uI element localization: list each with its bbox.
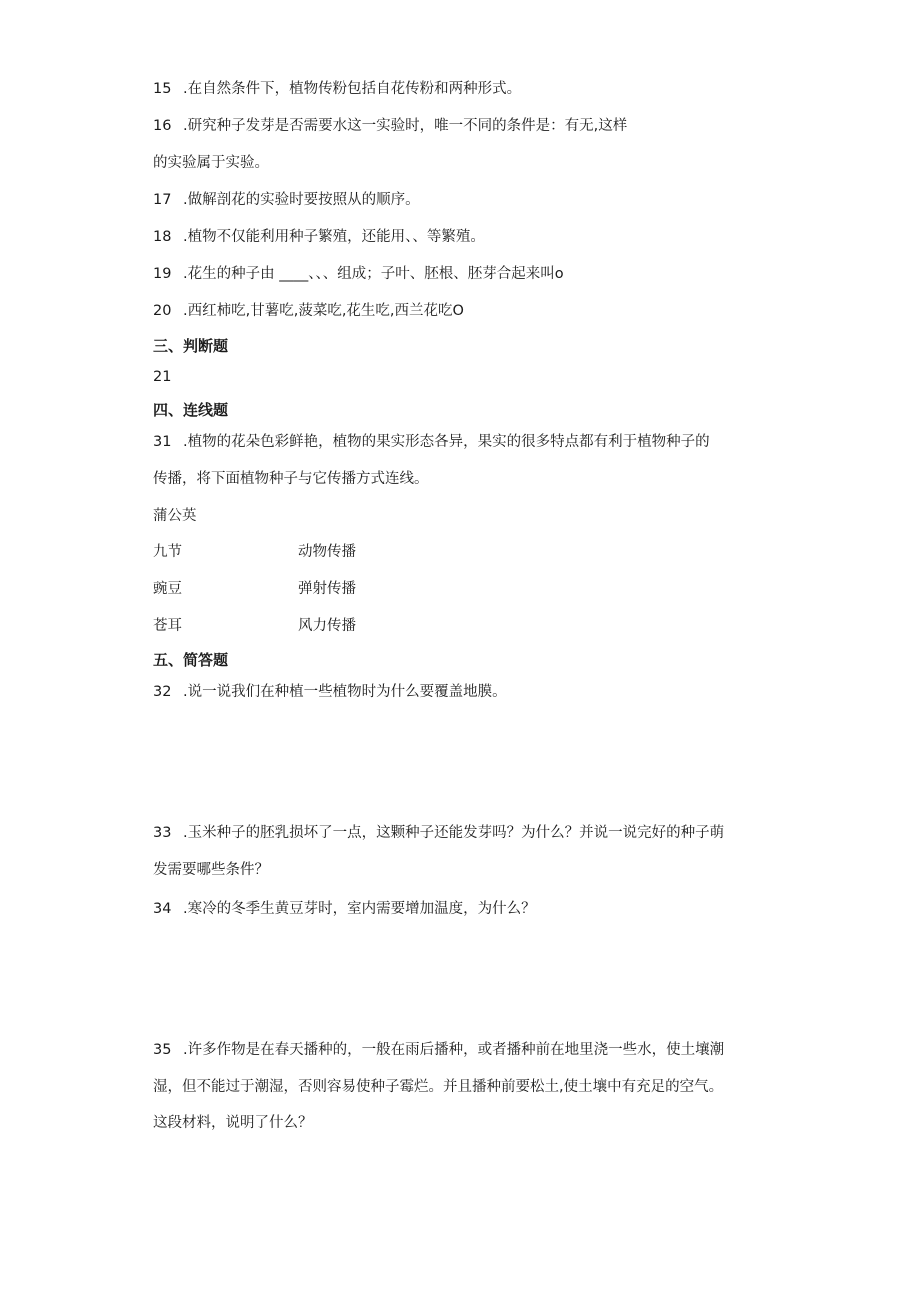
question-16 bbox=[153, 119, 627, 134]
question-number: 32 bbox=[153, 684, 172, 700]
question-32 bbox=[153, 685, 507, 700]
question-text: .在自然条件下，植物传粉包括自花传粉和两种形式。 bbox=[183, 81, 522, 97]
question-text: .植物不仅能利用种子繁殖，还能用、、等繁殖。 bbox=[183, 229, 485, 245]
question-text: .玉米种子的胚乳损坏了一点，这颗种子还能发芽吗？为什么？并说一说完好的种子萌 bbox=[183, 825, 725, 841]
question-number: 35 bbox=[153, 1042, 172, 1058]
question-17 bbox=[153, 193, 420, 208]
question-text: 传播，将下面植物种子与它传播方式连线。 bbox=[153, 471, 429, 487]
question-text: .寒冷的冬季生黄豆芽时，室内需要增加温度，为什么？ bbox=[183, 901, 536, 917]
plant-item: 苍耳 bbox=[153, 618, 182, 634]
question-15 bbox=[153, 82, 521, 97]
question-16-continued bbox=[153, 156, 269, 171]
question-35-continued bbox=[153, 1080, 723, 1095]
question-21 bbox=[153, 370, 171, 385]
question-18 bbox=[153, 230, 485, 245]
question-text: .植物的花朵色彩鲜艳，植物的果实形态各异，果实的很多特点都有利于植物种子的 bbox=[183, 434, 710, 450]
question-33-continued bbox=[153, 863, 269, 878]
question-number: 17 bbox=[153, 192, 172, 208]
dispersal-method: 弹射传播 bbox=[298, 581, 356, 597]
question-35-continued-2 bbox=[153, 1116, 313, 1131]
question-number: 15 bbox=[153, 81, 172, 97]
question-text: 湿，但不能过于潮湿，否则容易使种子霉烂。并且播种前要松土,使土壤中有充足的空气。 bbox=[153, 1079, 724, 1095]
question-number: 18 bbox=[153, 229, 172, 245]
question-number: 33 bbox=[153, 825, 172, 841]
dispersal-method: 动物传播 bbox=[298, 544, 356, 560]
question-20 bbox=[153, 304, 464, 319]
question-number: 16 bbox=[153, 118, 172, 134]
question-19 bbox=[153, 267, 564, 282]
question-number: 21 bbox=[153, 369, 172, 385]
plant-item: 蒲公英 bbox=[153, 508, 197, 524]
question-text: .花生的种子由 ____、、、组成；子叶、胚根、胚芽合起来叫o bbox=[183, 266, 564, 282]
question-34 bbox=[153, 902, 536, 917]
question-text: 的实验属于实验。 bbox=[153, 155, 269, 171]
question-number: 20 bbox=[153, 303, 172, 319]
question-number: 34 bbox=[153, 901, 172, 917]
question-text: .做解剖花的实验时要按照从的顺序。 bbox=[183, 192, 420, 208]
section-heading-judgement: 三、判断题 bbox=[153, 337, 229, 355]
question-text: .研究种子发芽是否需要水这一实验时，唯一不同的条件是：有无,这样 bbox=[183, 118, 628, 134]
question-number: 19 bbox=[153, 266, 172, 282]
question-number: 31 bbox=[153, 434, 172, 450]
question-35 bbox=[153, 1043, 724, 1058]
plant-item: 九节 bbox=[153, 544, 182, 560]
dispersal-method: 风力传播 bbox=[298, 618, 356, 634]
question-text: .许多作物是在春天播种的，一般在雨后播种，或者播种前在地里浇一些水，使土壤潮 bbox=[183, 1042, 725, 1058]
question-33 bbox=[153, 826, 724, 841]
section-heading-short-answer: 五、简答题 bbox=[153, 651, 229, 669]
question-text: 发需要哪些条件？ bbox=[153, 862, 269, 878]
plant-item: 豌豆 bbox=[153, 581, 182, 597]
question-text: .西红柿吃,甘薯吃,菠菜吃,花生吃,西兰花吃O bbox=[183, 303, 464, 319]
question-text: 这段材料，说明了什么？ bbox=[153, 1115, 313, 1131]
question-31 bbox=[153, 435, 710, 450]
section-heading-matching: 四、连线题 bbox=[153, 401, 229, 419]
question-31-continued bbox=[153, 472, 429, 487]
question-text: .说一说我们在种植一些植物时为什么要覆盖地膜。 bbox=[183, 684, 507, 700]
